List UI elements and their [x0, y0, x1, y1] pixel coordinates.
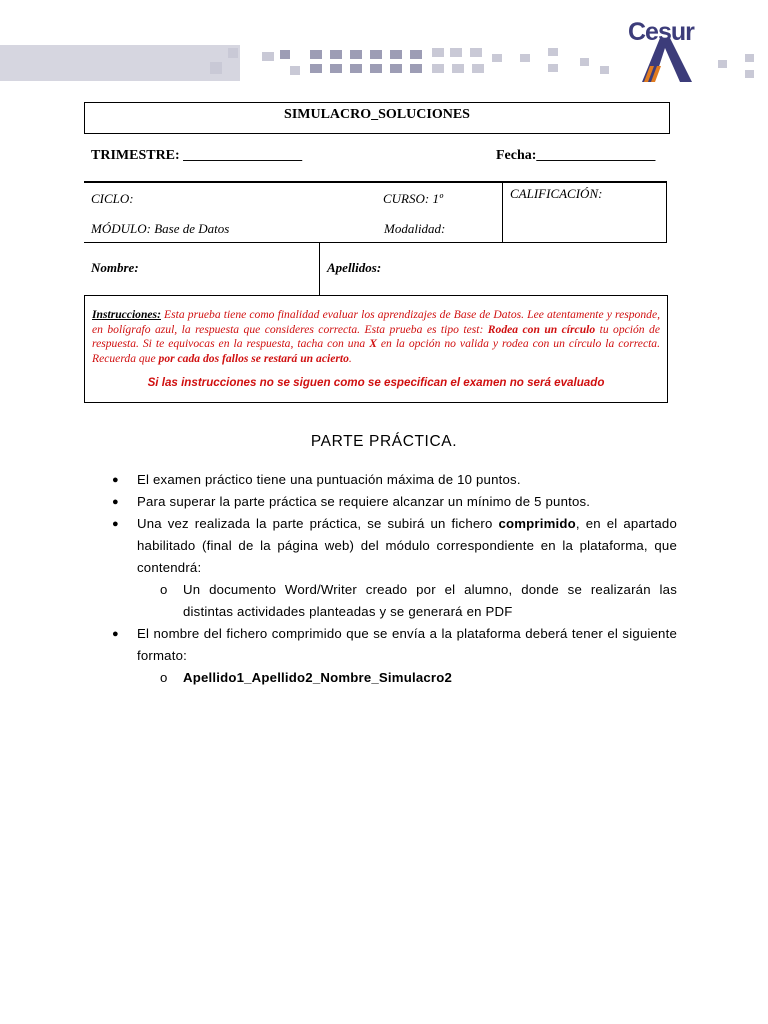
divider — [319, 243, 320, 295]
instructions-box — [84, 295, 668, 403]
instructions-label: Instrucciones: — [92, 308, 161, 321]
circle-bullet-icon: o — [160, 670, 168, 685]
modalidad-label: Modalidad: — [384, 221, 446, 236]
practica-list — [110, 469, 677, 689]
logo-text: Cesur — [628, 18, 694, 46]
sub-list-item — [110, 667, 677, 689]
instructions-text — [92, 308, 660, 366]
instructions-segment: tu opción de respuesta. Si te equivocas en la respuesta, tacha con una — [92, 322, 660, 351]
list-item — [110, 623, 677, 667]
sub-list-item — [110, 579, 677, 623]
divider — [84, 242, 667, 243]
calificacion-label: CALIFICACIÓN: — [510, 186, 603, 201]
bullet-icon: ● — [112, 628, 119, 640]
divider — [666, 182, 667, 242]
apellidos-label: Apellidos: — [327, 260, 382, 275]
divider — [502, 182, 503, 242]
instructions-warning: Si las instrucciones no se siguen como se especifican el examen no será evaluado — [147, 376, 605, 390]
list-item-text: , en el apartado habilitado (final de la página web) del módulo correspondiente en la plataforma, que contendrá: — [137, 516, 677, 575]
instructions-segment: Esta prueba tiene como finalidad evaluar los aprendizajes de Base de Datos. Lee atentamente y responde, en bolígrafo azul, la respuesta que consideres correcta. Esta prueba es tipo test: — [92, 308, 660, 336]
fecha-field: Fecha:_________________ — [496, 148, 656, 163]
instructions-emphasis: Rodea con un círculo — [487, 322, 596, 336]
curso-label: CURSO: 1º — [383, 191, 443, 206]
trimestre-field: TRIMESTRE: _________________ — [91, 148, 303, 163]
list-item — [110, 491, 677, 513]
list-item-emphasis: comprimido — [498, 516, 576, 531]
instructions-emphasis: por cada dos fallos se restará un acierto — [158, 351, 349, 365]
exam-title: SIMULACRO_SOLUCIONES — [84, 102, 670, 134]
file-name-format: Apellido1_Apellido2_Nombre_Simulacro2 — [183, 670, 453, 685]
instructions-segment: en la opción no valida y rodea con un círculo la correcta. Recuerda que — [92, 337, 661, 365]
instructions-segment: . — [348, 351, 352, 365]
instructions-emphasis: X — [369, 337, 377, 351]
list-item-text: Una vez realizada la parte práctica, se subirá un fichero — [137, 516, 499, 531]
list-item-text: El nombre del fichero comprimido que se envía a la plataforma deberá tener el siguiente formato: — [137, 626, 677, 663]
sub-list-item-text: Un documento Word/Writer creado por el alumno, donde se realizarán las distintas actividades planteadas y se generará en PDF — [183, 582, 677, 619]
divider — [84, 181, 667, 183]
bullet-icon: ● — [112, 496, 119, 508]
bullet-icon: ● — [112, 474, 119, 486]
nombre-label: Nombre: — [91, 260, 139, 275]
list-item-text: Para superar la parte práctica se requiere alcanzar un mínimo de 5 puntos. — [137, 494, 591, 509]
ciclo-label: CICLO: — [91, 191, 134, 206]
list-item — [110, 513, 677, 579]
circle-bullet-icon: o — [160, 582, 168, 597]
list-item-text: El examen práctico tiene una puntuación máxima de 10 puntos. — [137, 472, 521, 487]
modulo-label: MÓDULO: Base de Datos — [91, 221, 230, 236]
section-title: PARTE PRÁCTICA. — [310, 433, 458, 450]
list-item — [110, 469, 677, 491]
bullet-icon: ● — [112, 518, 119, 530]
